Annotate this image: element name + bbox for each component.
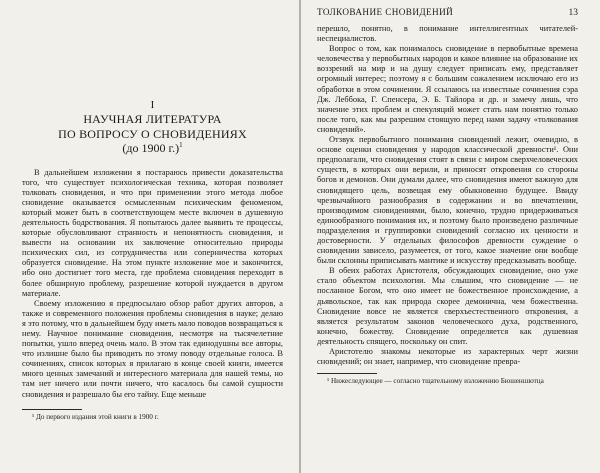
chapter-date-text: (до 1900 г.) — [122, 141, 180, 155]
left-body-text — [22, 168, 283, 400]
footnote-divider — [22, 409, 82, 410]
paragraph: Отзвук первобытного понимания сновидений лежит, очевидно, в основе оценки сновидения у народов классической древности¹. Они предполагали, что сновидения стоят в связи с миром сверхчеловеческих существ, в которых они верили, и приносят откровения со стороны богов и демонов. Они думали далее, что сновидения имеют важную для сновидящего цель, возвещая ему обыкновенно будущее. Ввиду чрезвычайного разнообразия в содержании и во впечатлении, производимом сновидениями, было, конечно, трудно придерживаться единообразного понимания их, и поэтому было произведено различные подразделения и группировки сновидений согласно их ценности и достоверности. У отдельных философов древности суждение о сновидении зависело, разумеется, от того, какое значение они вообще были склонны приписывать мантике и искусству предсказывать вообще. — [317, 135, 578, 266]
chapter-title-line-2: ПО ВОПРОСУ О СНОВИДЕНИЯХ — [58, 126, 247, 141]
page-number: 13 — [568, 8, 578, 18]
right-body-text — [317, 24, 578, 367]
paragraph: Своему изложению я предпосылаю обзор работ других авторов, а также и современного положения проблемы сновидения в науке; делаю я это потому, что в дальнейшем буду иметь мало поводов возвращаться к нему. Научное понимание сновидения, несмотря на тысячелетние попытки, ушло вперед очень мало. В этом так единодушны все авторы, что излишне было бы приводить по этому поводу отдельные голоса. В сочинениях, список которых я прилагаю в конце своей книги, имеется много ценных замечаний и интересного материала для нашей темы, но там нет ничего или почти ничего, что касалось бы самой сущности сновидения и разрешало бы его тайну. Еще меньше — [22, 298, 283, 399]
chapter-heading — [22, 98, 283, 156]
paragraph: перешло, понятно, в понимание интеллигентных читателей-неспециалистов. — [317, 24, 578, 44]
paragraph: Аристотелю знакомы некоторые из характерных черт жизни сновидений; он знает, например, что сновидение превра- — [317, 347, 578, 367]
chapter-title-line-1: НАУЧНАЯ ЛИТЕРАТУРА — [83, 112, 222, 126]
paragraph: Вопрос о том, как понималось сновидение в первобытные времена человечества у первобытных народов и какое влияние на образование их воззрений на мир и на душу следует приписать ему, представляет огромный интерес; поэтому я с большим сожалением исключаю его из обработки в этом сочинении. Я ссылаюсь на известные сочинения сэра Дж. Леббока, Г. Спенсера, Э. Б. Тайлора и др. и замечу лишь, что значение этих проблем и спекуляций может стать нам понятно только после того, как мы разрешим стоящую перед нами задачу «толкования сновидений». — [317, 44, 578, 134]
footnote: ¹ До первого издания этой книги в 1900 г. — [32, 412, 159, 421]
paragraph: В обеих работах Аристотеля, обсуждающих сновидение, оно уже стало объектом психологии. Мы слышим, что сновидение — не посланное Богом, что оно имеет не божественное происхождение, а дьявольское, так как природа скорее демонична, чем божественна. Сновидение вовсе не является сверхъестественного откровения, а является результатом законов человеческого духа, родственного, конечно, божеству. Сновидение определяется как душевная деятельность спящего, поскольку он спит. — [317, 266, 578, 346]
right-page — [301, 0, 600, 473]
footnote-divider — [317, 373, 377, 374]
running-head — [317, 7, 578, 21]
running-head-title: ТОЛКОВАНИЕ СНОВИДЕНИЙ — [317, 7, 454, 17]
paragraph: В дальнейшем изложении я постараюсь привести доказательства того, что существует психологическая техника, которая позволяет толковать сновидения, и что при применении этого метода любое сновидение оказывается осмысленным психическим феноменом, который может быть в соответствующем месте включен в душевную деятельность бодрствования. Я попытаюсь далее выявить те процессы, которые обусловливают странность и непонятность сновидения, и вывести на основании их заключение относительно природы психических сил, из сотрудничества или соперничества которых образуется сновидение. На этом пункте изложение мое и закончится, ибо оно достигнет того места, где проблема сновидения переходит в более обширную проблему, разрешение которой нуждается в другом материале. — [22, 167, 283, 298]
footnote: ¹ Нижеследующее — согласно тщательному изложению Бюшеншютца — [327, 377, 544, 386]
chapter-date — [22, 141, 283, 156]
chapter-footnote-marker: 1 — [179, 141, 183, 149]
chapter-number: I — [150, 99, 155, 111]
left-page — [0, 0, 299, 473]
